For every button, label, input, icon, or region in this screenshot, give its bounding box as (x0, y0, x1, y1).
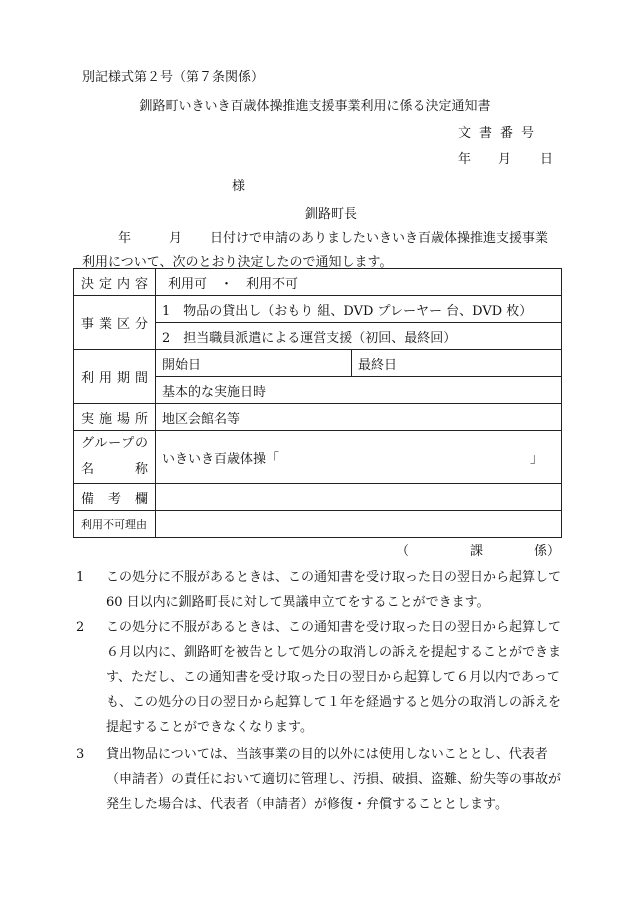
note-item-3 (76, 742, 562, 817)
group-label (74, 431, 156, 484)
section-open-paren: （ (396, 544, 410, 559)
note-text: この処分に不服があるときは、この通知書を受け取った日の翌日から起算して６月以内に、釧路町を被告として処分の取消しの訴えを提起することができます、ただし、この通知書を受け取った日の翌日から起算して６月以内であっても、この処分の日の翌日から起算して１年を経過すると処分の取消しの訴えを提起することができなくなります。 (106, 620, 562, 735)
decision-label: 決定内容 (74, 269, 156, 296)
note-text: この処分に不服があるときは、この通知書を受け取った日の翌日から起算して 60 日以内に釧路町長に対して異議申立てをすることができます。 (106, 570, 562, 610)
document-date (458, 148, 553, 167)
category-label: 事業区分 (74, 296, 156, 350)
intro-month-label: 月 (169, 231, 183, 246)
group-name-open: いきいき百歳体操「 (162, 451, 280, 467)
reason-value (156, 511, 562, 538)
note-text: 貸出物品については、当該事業の目的以外には使用しないこととし、代表者（申請者）の責任において適切に管理し、汚損、破損、盗難、紛失等の事故が発生した場合は、代表者（申請者）が修復・弁償することとします。 (106, 747, 562, 812)
row-decision (74, 269, 562, 296)
row-period (74, 350, 562, 377)
group-value (156, 431, 562, 484)
intro-line-1 (82, 227, 548, 246)
location-value: 地区会館名等 (156, 404, 562, 431)
row-group (74, 431, 562, 484)
category-item-1: 1 物品の貸出し（おもり 組、DVD プレーヤー 台、DVD 枚） (156, 296, 562, 323)
section-ka-label: 課 (470, 544, 484, 559)
group-label-line-1: グループの (81, 436, 148, 451)
period-label: 利用期間 (74, 350, 156, 404)
row-remarks (74, 484, 562, 511)
intro-year-label: 年 (118, 231, 132, 246)
decision-table (73, 268, 562, 538)
section-kakari-label: 係） (534, 544, 561, 559)
issuer-name: 釧路町長 (305, 207, 358, 222)
period-basic-schedule: 基本的な実施日時 (156, 377, 562, 404)
intro-text: 日付けで申請のありましたいきいき百歳体操推進支援事業 (210, 231, 549, 246)
location-label: 実施場所 (74, 404, 156, 431)
decision-value: 利用可 ・ 利用不可 (156, 269, 562, 296)
group-label-line-2: 名称 (81, 462, 148, 477)
document-number-label: 文書番号 (458, 126, 543, 141)
row-category (74, 296, 562, 323)
note-number: 2 (76, 620, 85, 635)
document-title: 釧路町いきいき百歳体操推進支援事業利用に係る決定通知書 (139, 99, 491, 114)
date-year-label: 年 (458, 152, 472, 167)
date-month-label: 月 (498, 152, 512, 167)
row-reason (74, 511, 562, 538)
note-number: 3 (76, 747, 85, 762)
period-start: 開始日 (156, 350, 352, 377)
reason-label: 利用不可理由 (74, 511, 156, 538)
remarks-label: 備考欄 (74, 484, 156, 511)
intro-line-2: 利用について、次のとおり決定したので通知します。 (82, 255, 393, 270)
period-end: 最終日 (352, 350, 562, 377)
addressee-suffix: 様 (232, 179, 246, 194)
group-name-close: 」 (530, 451, 544, 467)
note-item-2 (76, 615, 562, 740)
note-item-1 (76, 565, 562, 615)
category-item-2: 2 担当職員派遣による運営支援（初回、最終回） (156, 323, 562, 350)
date-day-label: 日 (540, 152, 554, 167)
note-number: 1 (76, 570, 85, 585)
form-label: 別記様式第２号（第７条関係） (82, 70, 265, 85)
row-location (74, 404, 562, 431)
remarks-value (156, 484, 562, 511)
